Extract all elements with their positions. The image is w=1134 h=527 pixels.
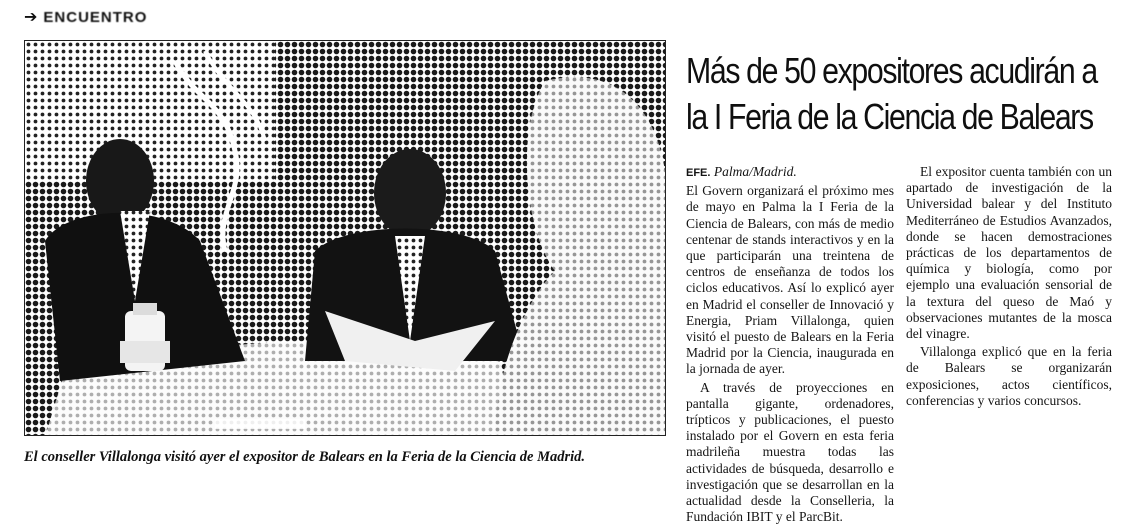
news-photo [24,40,666,436]
person-left-head [86,139,154,223]
article-paragraph-2: A través de proyecciones en pantalla gigante, ordenadores, trípticos y publicaciones, el puesto instalado por el Govern en esta feria madrileña muestra todas las actividades de búsqueda, desarrollo e investigación que se desarrollan en la actualidad desde la Conselleria, la Fundación IBIT y el ParcBit. [686,379,894,525]
dateline-agency: EFE. [686,167,711,179]
article-paragraph-4: Villalonga explicó que en la feria de Balears se organizarán exposiciones, actos científicos, conferencias y varios concursos. [906,344,1112,408]
person-center-head [374,149,446,237]
headline-line-2: la I Feria de la Ciencia de Balears [686,96,1093,137]
section-header [24,6,224,28]
right-arrow-icon: ➔ [24,7,38,26]
article-column-left [686,164,894,527]
article-column-right [906,164,1112,411]
article-paragraph-1: El Govern organizará el próximo mes de mayo en Palma la I Feria de la Ciencia de Balears, con más de medio centenar de stands interactivos y en la que participarán una treintena de centros de enseñanza de todos los ciclos educativos. Así lo explicó ayer en Madrid el conseller de Innovació y Energia, Priam Villalonga, quien visitó el puesto de Balears en la Feria Madrid por la Ciencia, inaugurada en la jornada de ayer. [686,183,894,377]
photo-illustration [25,41,666,436]
photo-caption: El conseller Villalonga visitó ayer el expositor de Balears en la Feria de la Ciencia de Madrid. [24,449,586,465]
article-dateline [686,164,894,181]
section-label: ENCUENTRO [43,8,148,26]
article-headline [686,48,1097,140]
dateline-place: Palma/Madrid. [713,164,797,179]
article-paragraph-3: El expositor cuenta también con un apartado de investigación de la Universidad balear y del Instituto Mediterráneo de Estudios Avanzados, donde se hacen demostraciones prácticas de los departamentos de química y biología, como por ejemplo una evaluación sensorial de la textura del queso de Maó y observaciones mutantes de la mosca del vinagre. [906,164,1112,342]
headline-line-1: Más de 50 expositores acudirán a [686,50,1097,91]
